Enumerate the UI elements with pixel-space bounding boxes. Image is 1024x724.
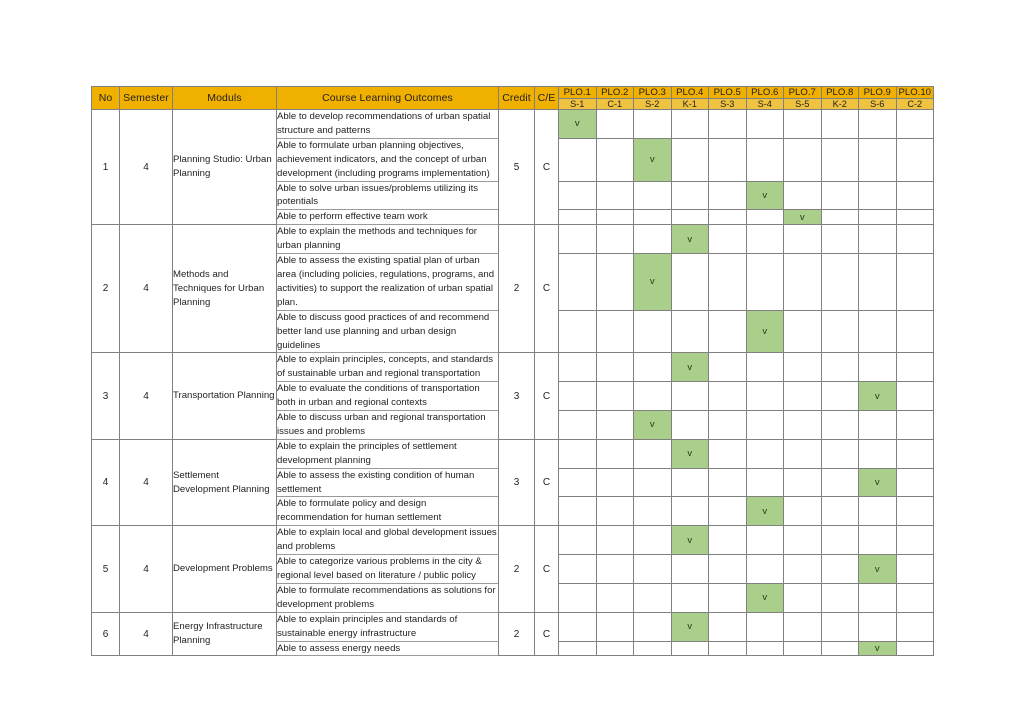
plo-mark-cell: v — [634, 411, 672, 440]
plo-empty-cell — [896, 497, 934, 526]
column-header-ce: C/E — [535, 87, 559, 110]
module-credit: 3 — [499, 439, 535, 525]
plo-empty-cell — [784, 110, 822, 139]
plo-code-10: C-2 — [896, 99, 934, 110]
module-credit: 2 — [499, 225, 535, 353]
plo-empty-cell — [634, 353, 672, 382]
plo-empty-cell — [784, 555, 822, 584]
plo-empty-cell — [709, 526, 747, 555]
plo-empty-cell — [709, 468, 747, 497]
plo-empty-cell — [821, 612, 859, 641]
plo-empty-cell — [746, 353, 784, 382]
plo-empty-cell — [746, 110, 784, 139]
plo-mark-cell: v — [746, 583, 784, 612]
module-core-elective: C — [535, 353, 559, 439]
plo-empty-cell — [709, 210, 747, 225]
module-credit: 5 — [499, 110, 535, 225]
column-header-credit: Credit — [499, 87, 535, 110]
plo-empty-cell — [559, 555, 597, 584]
module-core-elective: C — [535, 110, 559, 225]
plo-empty-cell — [896, 439, 934, 468]
plo-empty-cell — [709, 110, 747, 139]
module-semester: 4 — [120, 526, 173, 612]
plo-empty-cell — [859, 612, 897, 641]
table-row — [92, 439, 934, 468]
plo-empty-cell — [559, 138, 597, 181]
plo-mark-cell: v — [671, 225, 709, 254]
plo-mark-cell: v — [746, 310, 784, 353]
plo-code-2: C-1 — [596, 99, 634, 110]
column-header-plo-7: PLO.7 — [784, 87, 822, 99]
module-semester: 4 — [120, 612, 173, 656]
plo-empty-cell — [709, 353, 747, 382]
plo-empty-cell — [596, 526, 634, 555]
plo-empty-cell — [859, 138, 897, 181]
plo-empty-cell — [559, 583, 597, 612]
module-core-elective: C — [535, 526, 559, 612]
plo-empty-cell — [596, 612, 634, 641]
plo-empty-cell — [821, 138, 859, 181]
plo-empty-cell — [709, 497, 747, 526]
column-header-plo-9: PLO.9 — [859, 87, 897, 99]
plo-empty-cell — [784, 583, 822, 612]
plo-empty-cell — [709, 382, 747, 411]
plo-empty-cell — [746, 612, 784, 641]
plo-empty-cell — [559, 254, 597, 311]
plo-mark-cell: v — [746, 181, 784, 210]
module-credit: 2 — [499, 526, 535, 612]
plo-mark-cell: v — [746, 497, 784, 526]
plo-empty-cell — [671, 555, 709, 584]
module-name: Settlement Development Planning — [173, 439, 277, 525]
course-learning-outcome: Able to discuss urban and regional transportation issues and problems — [277, 411, 499, 440]
plo-empty-cell — [559, 612, 597, 641]
plo-empty-cell — [634, 110, 672, 139]
plo-empty-cell — [821, 497, 859, 526]
course-learning-outcome: Able to discuss good practices of and recommend better land use planning and urban design guidelines — [277, 310, 499, 353]
plo-empty-cell — [859, 526, 897, 555]
plo-empty-cell — [634, 641, 672, 656]
plo-empty-cell — [596, 225, 634, 254]
column-header-plo-8: PLO.8 — [821, 87, 859, 99]
plo-empty-cell — [709, 411, 747, 440]
plo-empty-cell — [709, 555, 747, 584]
plo-code-4: K-1 — [671, 99, 709, 110]
plo-empty-cell — [896, 225, 934, 254]
plo-empty-cell — [596, 110, 634, 139]
plo-empty-cell — [784, 497, 822, 526]
plo-empty-cell — [896, 526, 934, 555]
table-row — [92, 526, 934, 555]
plo-empty-cell — [634, 225, 672, 254]
plo-empty-cell — [746, 254, 784, 311]
plo-empty-cell — [896, 310, 934, 353]
plo-mark-cell: v — [859, 555, 897, 584]
plo-empty-cell — [634, 382, 672, 411]
course-learning-outcome: Able to explain the principles of settlement development planning — [277, 439, 499, 468]
plo-empty-cell — [784, 641, 822, 656]
plo-empty-cell — [596, 382, 634, 411]
table-row — [92, 110, 934, 139]
plo-empty-cell — [746, 411, 784, 440]
plo-empty-cell — [784, 254, 822, 311]
plo-empty-cell — [709, 254, 747, 311]
course-learning-outcome: Able to perform effective team work — [277, 210, 499, 225]
course-learning-outcome: Able to assess the existing condition of human settlement — [277, 468, 499, 497]
plo-empty-cell — [709, 641, 747, 656]
plo-empty-cell — [821, 181, 859, 210]
course-learning-outcome: Able to explain the methods and techniques for urban planning — [277, 225, 499, 254]
plo-empty-cell — [596, 310, 634, 353]
plo-empty-cell — [671, 110, 709, 139]
plo-empty-cell — [671, 382, 709, 411]
course-learning-outcome: Able to solve urban issues/problems utilizing its potentials — [277, 181, 499, 210]
course-learning-outcome: Able to explain principles, concepts, and standards of sustainable urban and regional transportation — [277, 353, 499, 382]
table-row — [92, 225, 934, 254]
course-learning-outcome: Able to categorize various problems in the city & regional level based on literature / public policy — [277, 555, 499, 584]
plo-empty-cell — [634, 497, 672, 526]
plo-empty-cell — [559, 353, 597, 382]
plo-empty-cell — [671, 254, 709, 311]
table-body — [92, 110, 934, 656]
plo-empty-cell — [634, 439, 672, 468]
plo-code-5: S-3 — [709, 99, 747, 110]
plo-mark-cell: v — [634, 254, 672, 311]
plo-empty-cell — [859, 254, 897, 311]
plo-empty-cell — [896, 468, 934, 497]
plo-empty-cell — [709, 225, 747, 254]
plo-empty-cell — [859, 411, 897, 440]
plo-empty-cell — [821, 641, 859, 656]
plo-empty-cell — [821, 225, 859, 254]
plo-empty-cell — [859, 353, 897, 382]
plo-empty-cell — [859, 497, 897, 526]
plo-empty-cell — [896, 210, 934, 225]
plo-empty-cell — [634, 583, 672, 612]
column-header-no: No — [92, 87, 120, 110]
plo-mark-cell: v — [671, 439, 709, 468]
plo-empty-cell — [859, 583, 897, 612]
module-number: 4 — [92, 439, 120, 525]
course-learning-outcome: Able to formulate policy and design recommendation for human settlement — [277, 497, 499, 526]
module-name: Transportation Planning — [173, 353, 277, 439]
plo-empty-cell — [596, 497, 634, 526]
plo-empty-cell — [784, 411, 822, 440]
module-semester: 4 — [120, 439, 173, 525]
column-header-plo-6: PLO.6 — [746, 87, 784, 99]
plo-empty-cell — [746, 138, 784, 181]
plo-code-6: S-4 — [746, 99, 784, 110]
plo-empty-cell — [596, 411, 634, 440]
module-number: 6 — [92, 612, 120, 656]
plo-empty-cell — [821, 254, 859, 311]
plo-empty-cell — [671, 641, 709, 656]
plo-empty-cell — [746, 210, 784, 225]
plo-empty-cell — [671, 468, 709, 497]
plo-empty-cell — [784, 382, 822, 411]
plo-empty-cell — [596, 468, 634, 497]
plo-empty-cell — [596, 254, 634, 311]
plo-empty-cell — [896, 110, 934, 139]
plo-empty-cell — [709, 181, 747, 210]
plo-empty-cell — [746, 225, 784, 254]
plo-empty-cell — [896, 612, 934, 641]
course-learning-outcome: Able to formulate recommendations as solutions for development problems — [277, 583, 499, 612]
plo-empty-cell — [746, 555, 784, 584]
plo-empty-cell — [596, 181, 634, 210]
column-header-plo-10: PLO.10 — [896, 87, 934, 99]
plo-empty-cell — [784, 439, 822, 468]
plo-mark-cell: v — [671, 526, 709, 555]
plo-mark-cell: v — [784, 210, 822, 225]
module-credit: 3 — [499, 353, 535, 439]
curriculum-matrix-container — [91, 86, 933, 656]
plo-empty-cell — [559, 210, 597, 225]
plo-empty-cell — [671, 181, 709, 210]
column-header-plo-5: PLO.5 — [709, 87, 747, 99]
module-core-elective: C — [535, 439, 559, 525]
plo-empty-cell — [896, 583, 934, 612]
module-name: Energy Infrastructure Planning — [173, 612, 277, 656]
plo-empty-cell — [821, 555, 859, 584]
course-learning-outcome: Able to explain principles and standards of sustainable energy infrastructure — [277, 612, 499, 641]
plo-code-1: S-1 — [559, 99, 597, 110]
plo-mark-cell: v — [859, 641, 897, 656]
plo-empty-cell — [596, 210, 634, 225]
column-header-plo-2: PLO.2 — [596, 87, 634, 99]
course-learning-outcome: Able to assess energy needs — [277, 641, 499, 656]
plo-empty-cell — [671, 497, 709, 526]
plo-empty-cell — [784, 138, 822, 181]
column-header-plo-4: PLO.4 — [671, 87, 709, 99]
header-row-primary — [92, 87, 934, 99]
plo-empty-cell — [896, 181, 934, 210]
column-header-moduls: Moduls — [173, 87, 277, 110]
plo-empty-cell — [859, 225, 897, 254]
plo-empty-cell — [671, 411, 709, 440]
module-number: 1 — [92, 110, 120, 225]
module-number: 2 — [92, 225, 120, 353]
column-header-course-learning-outcomes: Course Learning Outcomes — [277, 87, 499, 110]
column-header-semester: Semester — [120, 87, 173, 110]
module-semester: 4 — [120, 110, 173, 225]
plo-empty-cell — [596, 555, 634, 584]
module-name: Planning Studio: Urban Planning — [173, 110, 277, 225]
plo-mark-cell: v — [559, 110, 597, 139]
plo-empty-cell — [896, 641, 934, 656]
plo-empty-cell — [821, 411, 859, 440]
plo-empty-cell — [784, 181, 822, 210]
plo-code-8: K-2 — [821, 99, 859, 110]
plo-mark-cell: v — [859, 382, 897, 411]
plo-empty-cell — [896, 254, 934, 311]
plo-empty-cell — [559, 310, 597, 353]
course-learning-outcome: Able to develop recommendations of urban spatial structure and patterns — [277, 110, 499, 139]
plo-empty-cell — [634, 181, 672, 210]
plo-empty-cell — [896, 382, 934, 411]
plo-empty-cell — [559, 225, 597, 254]
plo-empty-cell — [709, 310, 747, 353]
plo-empty-cell — [859, 439, 897, 468]
course-learning-outcome: Able to explain local and global development issues and problems — [277, 526, 499, 555]
plo-mark-cell: v — [671, 612, 709, 641]
module-number: 5 — [92, 526, 120, 612]
table-row — [92, 353, 934, 382]
plo-empty-cell — [896, 555, 934, 584]
plo-empty-cell — [821, 526, 859, 555]
course-learning-outcome: Able to evaluate the conditions of transportation both in urban and regional contexts — [277, 382, 499, 411]
plo-empty-cell — [821, 583, 859, 612]
plo-mark-cell: v — [671, 353, 709, 382]
plo-empty-cell — [671, 583, 709, 612]
module-credit: 2 — [499, 612, 535, 656]
plo-empty-cell — [859, 210, 897, 225]
plo-empty-cell — [559, 526, 597, 555]
clo-plo-matrix-table — [91, 86, 934, 656]
plo-empty-cell — [859, 110, 897, 139]
plo-empty-cell — [784, 612, 822, 641]
plo-empty-cell — [559, 439, 597, 468]
plo-empty-cell — [596, 641, 634, 656]
plo-empty-cell — [821, 468, 859, 497]
plo-empty-cell — [784, 353, 822, 382]
course-learning-outcome: Able to assess the existing spatial plan of urban area (including policies, regulations, programs, and activities) to support the realization of urban spatial plan. — [277, 254, 499, 311]
plo-empty-cell — [559, 382, 597, 411]
module-semester: 4 — [120, 225, 173, 353]
plo-empty-cell — [559, 411, 597, 440]
table-row — [92, 612, 934, 641]
plo-empty-cell — [746, 641, 784, 656]
plo-empty-cell — [784, 225, 822, 254]
plo-empty-cell — [559, 181, 597, 210]
plo-empty-cell — [859, 310, 897, 353]
plo-mark-cell: v — [634, 138, 672, 181]
column-header-plo-3: PLO.3 — [634, 87, 672, 99]
module-number: 3 — [92, 353, 120, 439]
plo-empty-cell — [784, 310, 822, 353]
module-core-elective: C — [535, 612, 559, 656]
plo-empty-cell — [859, 181, 897, 210]
plo-empty-cell — [671, 310, 709, 353]
plo-empty-cell — [746, 468, 784, 497]
plo-empty-cell — [896, 138, 934, 181]
plo-empty-cell — [559, 641, 597, 656]
plo-empty-cell — [671, 138, 709, 181]
plo-empty-cell — [709, 583, 747, 612]
plo-empty-cell — [709, 439, 747, 468]
plo-empty-cell — [596, 353, 634, 382]
plo-empty-cell — [746, 439, 784, 468]
plo-code-9: S-6 — [859, 99, 897, 110]
plo-empty-cell — [709, 138, 747, 181]
plo-empty-cell — [559, 497, 597, 526]
plo-empty-cell — [821, 382, 859, 411]
plo-code-3: S-2 — [634, 99, 672, 110]
plo-empty-cell — [596, 138, 634, 181]
plo-empty-cell — [634, 468, 672, 497]
plo-empty-cell — [821, 110, 859, 139]
plo-empty-cell — [634, 612, 672, 641]
plo-empty-cell — [596, 583, 634, 612]
plo-empty-cell — [821, 353, 859, 382]
plo-empty-cell — [634, 555, 672, 584]
module-core-elective: C — [535, 225, 559, 353]
course-learning-outcome: Able to formulate urban planning objectives, achievement indicators, and the concept of urban development (including programs implementation) — [277, 138, 499, 181]
plo-empty-cell — [784, 526, 822, 555]
plo-empty-cell — [596, 439, 634, 468]
plo-empty-cell — [821, 439, 859, 468]
plo-empty-cell — [821, 210, 859, 225]
module-name: Methods and Techniques for Urban Planning — [173, 225, 277, 353]
plo-empty-cell — [746, 382, 784, 411]
plo-empty-cell — [559, 468, 597, 497]
plo-empty-cell — [671, 210, 709, 225]
table-header — [92, 87, 934, 110]
plo-code-7: S-5 — [784, 99, 822, 110]
plo-empty-cell — [634, 310, 672, 353]
plo-empty-cell — [634, 526, 672, 555]
column-header-plo-1: PLO.1 — [559, 87, 597, 99]
plo-empty-cell — [821, 310, 859, 353]
module-semester: 4 — [120, 353, 173, 439]
plo-mark-cell: v — [859, 468, 897, 497]
plo-empty-cell — [746, 526, 784, 555]
module-name: Development Problems — [173, 526, 277, 612]
plo-empty-cell — [896, 353, 934, 382]
plo-empty-cell — [709, 612, 747, 641]
plo-empty-cell — [784, 468, 822, 497]
plo-empty-cell — [896, 411, 934, 440]
plo-empty-cell — [634, 210, 672, 225]
